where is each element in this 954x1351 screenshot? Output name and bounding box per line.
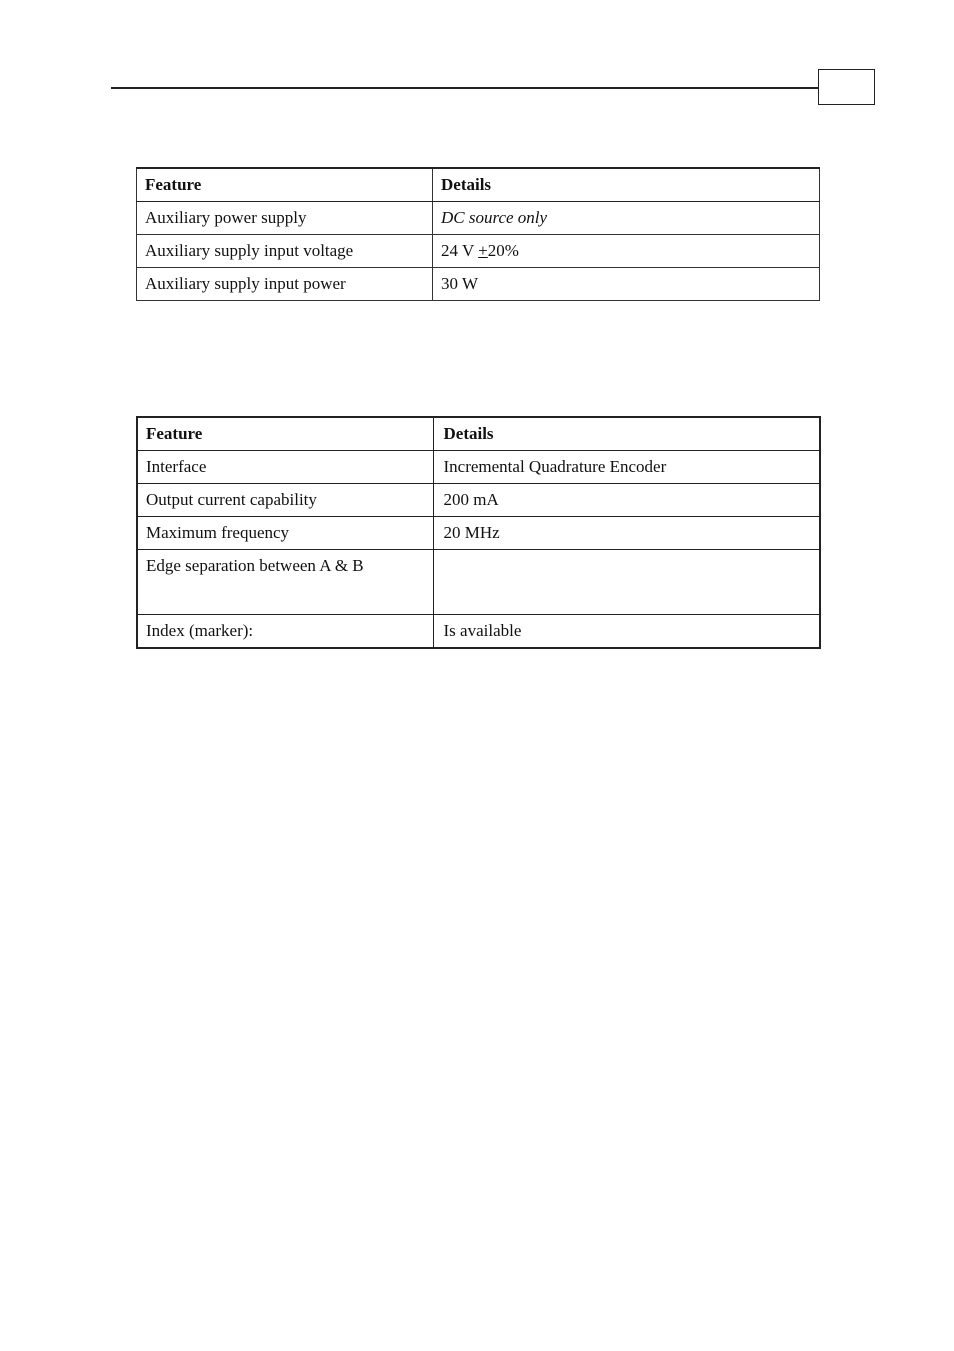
details-cell: DC source only — [433, 202, 820, 235]
feature-cell: Interface — [137, 451, 433, 484]
table-row — [137, 484, 820, 517]
details-suffix: 20% — [487, 241, 519, 260]
feature-cell: Edge separation between A & B — [137, 550, 433, 615]
feature-cell: Auxiliary supply input power — [137, 268, 433, 301]
column-header-feature: Feature — [137, 417, 433, 451]
details-cell: 20 MHz — [433, 517, 820, 550]
table-header-row — [137, 168, 820, 202]
details-cell: 200 mA — [433, 484, 820, 517]
details-cell: 30 W — [433, 268, 820, 301]
feature-cell: Maximum frequency — [137, 517, 433, 550]
encoder-output-table — [136, 416, 821, 649]
details-cell — [433, 235, 820, 268]
table-row — [137, 451, 820, 484]
feature-cell: Auxiliary supply input voltage — [137, 235, 433, 268]
details-cell: Is available — [433, 615, 820, 649]
table-row — [137, 615, 820, 649]
table-row — [137, 235, 820, 268]
column-header-feature: Feature — [137, 168, 433, 202]
page-number-box — [818, 69, 875, 105]
auxiliary-supply-table — [136, 167, 820, 301]
details-cell — [433, 550, 820, 615]
table-row — [137, 202, 820, 235]
table-row — [137, 517, 820, 550]
details-cell: Incremental Quadrature Encoder — [433, 451, 820, 484]
header-rule — [111, 87, 819, 89]
table-header-row — [137, 417, 820, 451]
plus-minus-symbol: + — [478, 241, 488, 260]
details-prefix: 24 V — [441, 241, 479, 260]
feature-cell: Auxiliary power supply — [137, 202, 433, 235]
column-header-details: Details — [433, 417, 820, 451]
feature-cell: Output current capability — [137, 484, 433, 517]
table-row — [137, 268, 820, 301]
table-row — [137, 550, 820, 615]
feature-cell: Index (marker): — [137, 615, 433, 649]
column-header-details: Details — [433, 168, 820, 202]
